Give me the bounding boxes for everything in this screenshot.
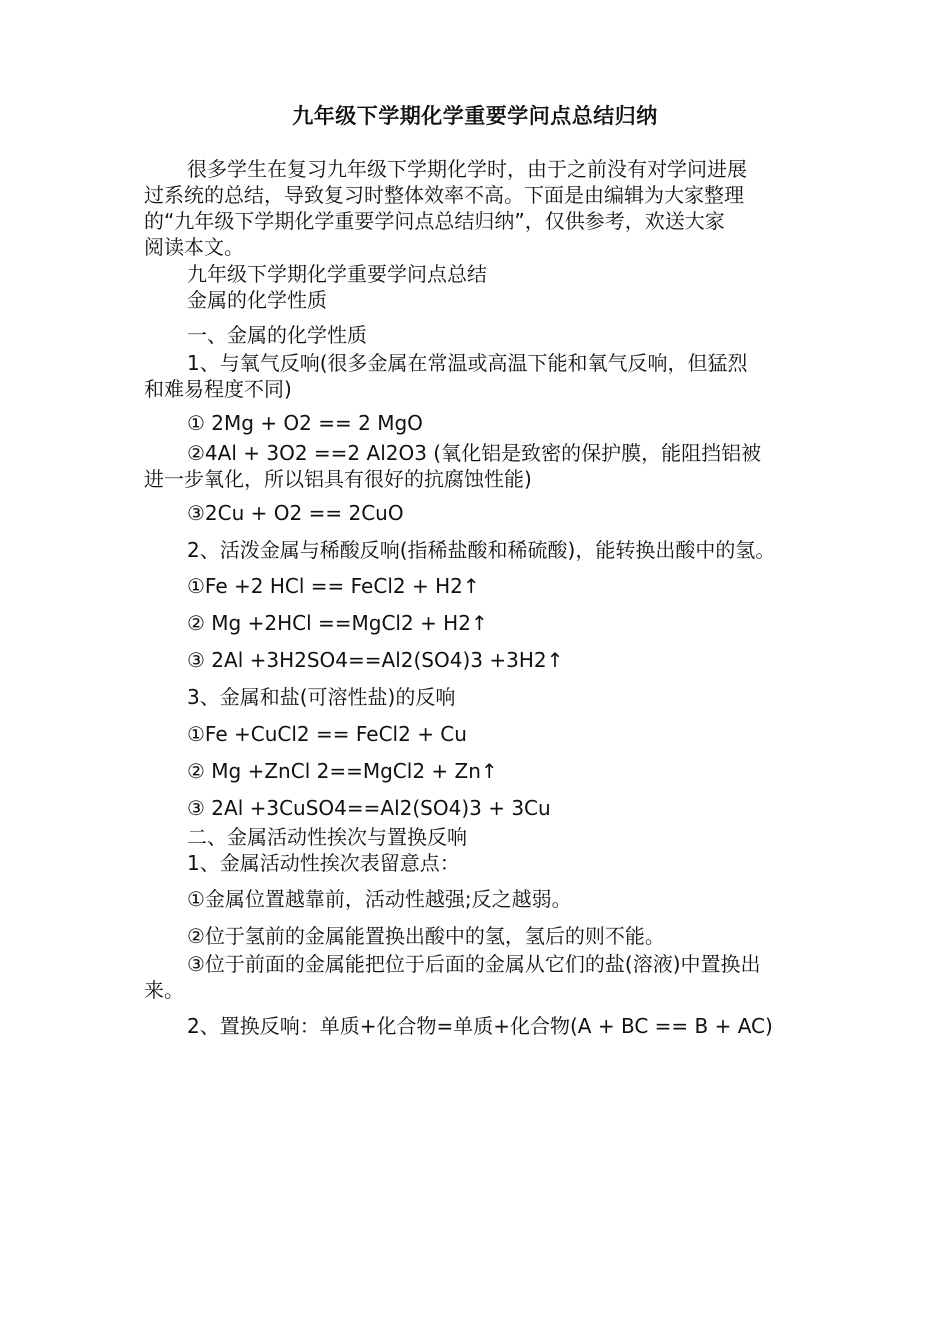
paragraph-line: 进一步氧化，所以铝具有很好的抗腐蚀性能)	[144, 467, 532, 491]
equation-line: ③2Cu + O2 == 2CuO	[187, 501, 404, 525]
equation-line: ③ 2Al +3CuSO4==Al2(SO4)3 + 3Cu	[187, 796, 551, 820]
paragraph-line: 阅读本文。	[144, 235, 244, 259]
equation-line: ③ 2Al +3H2SO4==Al2(SO4)3 +3H2↑	[187, 648, 564, 672]
paragraph-line: 和难易程度不同)	[144, 377, 292, 401]
paragraph-line: 来。	[144, 978, 184, 1002]
paragraph-line: ②位于氢前的金属能置换出酸中的氢，氢后的则不能。	[187, 924, 665, 948]
section-heading: 一、金属的化学性质	[187, 323, 367, 347]
paragraph-line: 2、置换反响：单质+化合物=单质+化合物(A + BC == B + AC)	[187, 1014, 773, 1038]
section-heading: 二、金属活动性挨次与置换反响	[187, 825, 467, 849]
paragraph-line: 1、与氧气反响(很多金属在常温或高温下能和氧气反响，但猛烈	[187, 351, 748, 375]
paragraph-line: ①金属位置越靠前，活动性越强;反之越弱。	[187, 887, 572, 911]
equation-line: ② Mg +ZnCl 2==MgCl2 + Zn↑	[187, 759, 498, 783]
paragraph-line: 3、金属和盐(可溶性盐)的反响	[187, 685, 456, 709]
equation-line: ②4Al + 3O2 ==2 Al2O3 (氧化铝是致密的保护膜，能阻挡铝被	[187, 441, 762, 465]
equation-line: ①Fe +2 HCl == FeCl2 + H2↑	[187, 574, 480, 598]
paragraph-line: 的“九年级下学期化学重要学问点总结归纳”，仅供参考，欢送大家	[144, 209, 725, 233]
equation-line: ① 2Mg + O2 == 2 MgO	[187, 411, 423, 435]
paragraph-line: 2、活泼金属与稀酸反响(指稀盐酸和稀硫酸)，能转换出酸中的氢。	[187, 538, 776, 562]
equation-line: ①Fe +CuCl2 == FeCl2 + Cu	[187, 722, 467, 746]
paragraph-line: 很多学生在复习九年级下学期化学时，由于之前没有对学问进展	[187, 157, 747, 181]
paragraph-line: ③位于前面的金属能把位于后面的金属从它们的盐(溶液)中置换出	[187, 952, 761, 976]
paragraph-line: 九年级下学期化学重要学问点总结	[187, 262, 487, 286]
equation-line: ② Mg +2HCl ==MgCl2 + H2↑	[187, 611, 488, 635]
document-title: 九年级下学期化学重要学问点总结归纳	[292, 104, 658, 128]
paragraph-line: 过系统的总结，导致复习时整体效率不高。下面是由编辑为大家整理	[144, 183, 744, 207]
paragraph-line: 金属的化学性质	[187, 288, 327, 312]
paragraph-line: 1、金属活动性挨次表留意点：	[187, 851, 460, 875]
